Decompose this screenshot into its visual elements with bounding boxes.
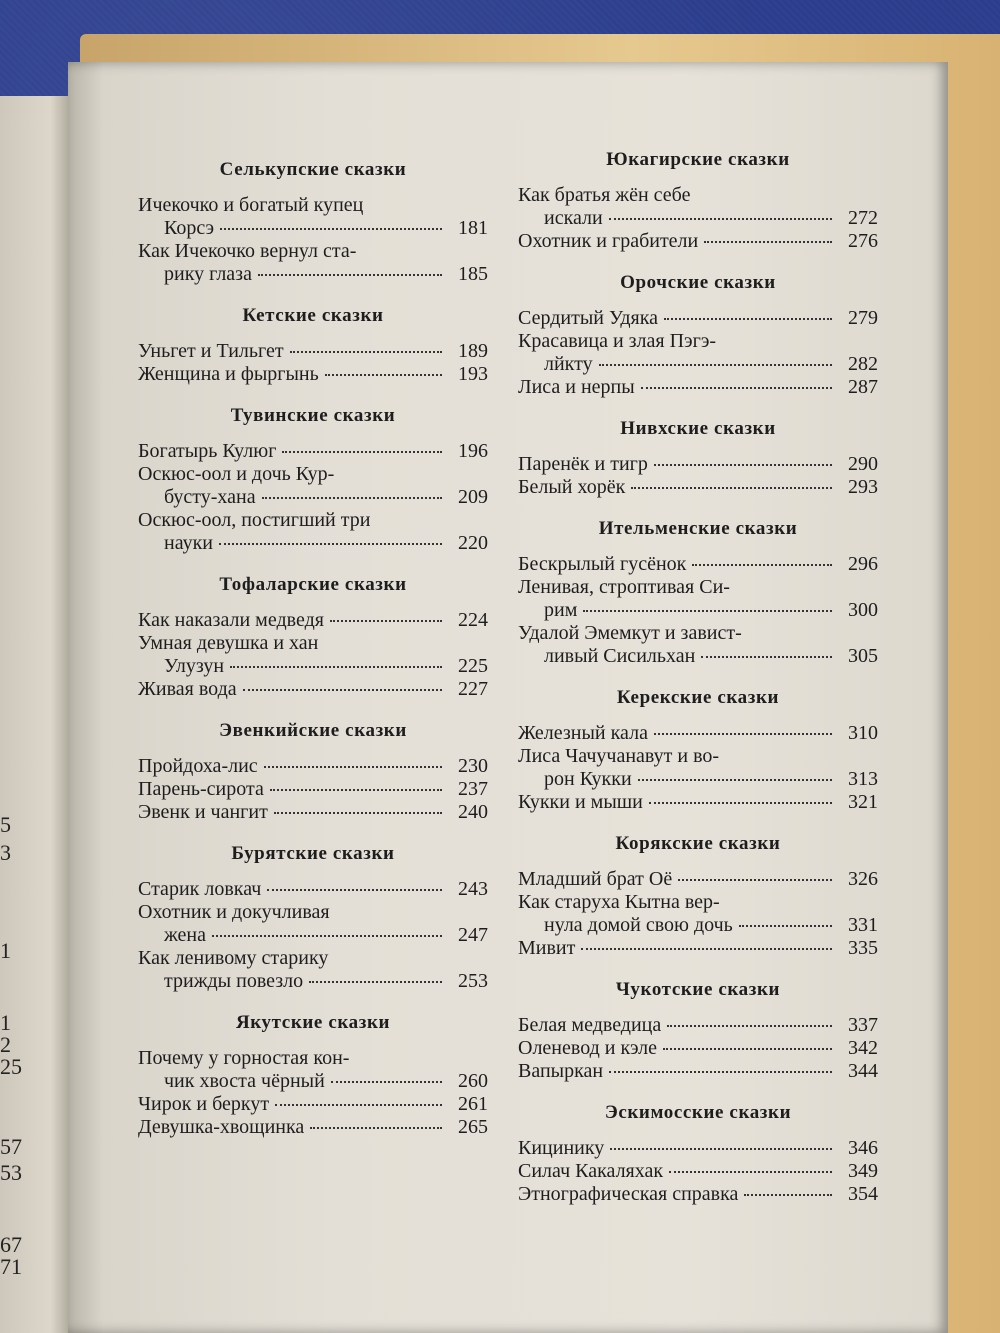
entry-title-line: рон Кукки [544, 768, 632, 790]
page-number: 196 [458, 440, 488, 462]
contents-entry [518, 453, 878, 476]
previous-page-number: 1 [0, 1010, 11, 1035]
page-number: 224 [458, 609, 488, 631]
page-number: 189 [458, 340, 488, 362]
entry-title-line: Ленивая, строптивая Си- [518, 576, 730, 598]
page-number: 253 [458, 970, 488, 992]
page-number: 276 [848, 230, 878, 252]
contents-entry [138, 801, 488, 824]
section-title: Юкагирские сказки [606, 149, 790, 170]
contents-entry [518, 1160, 878, 1183]
entry-title-line: рим [544, 599, 578, 621]
page-number: 220 [458, 532, 488, 554]
contents-section [518, 832, 878, 960]
contents-entry [518, 376, 878, 399]
entry-title-line: лйкту [544, 353, 593, 375]
contents-entry [518, 330, 878, 376]
entry-title-line: Кицинику [518, 1137, 605, 1159]
contents-section [138, 719, 488, 824]
page-number: 313 [848, 768, 878, 790]
contents-entry [518, 1183, 878, 1206]
dot-leader [654, 464, 832, 466]
previous-page-number: 67 [0, 1232, 22, 1257]
dot-leader [692, 564, 832, 566]
dot-leader [610, 1148, 832, 1150]
entry-title-line: Паренёк и тигр [518, 453, 648, 475]
dot-leader [331, 1081, 442, 1083]
previous-page-number: 1 [0, 938, 11, 963]
page-number: 272 [848, 207, 878, 229]
page-number: 290 [848, 453, 878, 475]
entry-title-line: Оскюс-оол, постигший три [138, 509, 371, 531]
contents-entry [138, 1116, 488, 1139]
entry-title-line: жена [164, 924, 207, 946]
contents-entry [138, 440, 488, 463]
dot-leader [270, 789, 442, 791]
page-number: 349 [848, 1160, 878, 1182]
contents-entry [518, 184, 878, 230]
page-number: 247 [458, 924, 488, 946]
contents-entry [138, 340, 488, 363]
entry-title-line: Лиса Чачучанавут и во- [518, 745, 720, 767]
entry-title-line: Бескрылый гусёнок [518, 553, 687, 575]
contents-entry [138, 609, 488, 632]
entry-title-line: Как ленивому старику [138, 947, 329, 969]
contents-entry [138, 509, 488, 555]
dot-leader [701, 656, 832, 658]
page-number: 346 [848, 1137, 878, 1159]
section-title: Кетские сказки [242, 305, 384, 326]
contents-entry [518, 722, 878, 745]
contents-section [518, 1101, 878, 1206]
section-title: Тувинские сказки [230, 405, 396, 426]
entry-title-line: науки [164, 532, 213, 554]
contents-section [138, 842, 488, 993]
entry-title-line: Белый хорёк [518, 476, 626, 498]
page-number: 282 [848, 353, 878, 375]
contents-entry [518, 553, 878, 576]
dot-leader [309, 981, 442, 983]
previous-page-number: 53 [0, 1160, 22, 1185]
contents-entry [518, 476, 878, 499]
previous-page-edge [0, 96, 72, 1333]
page-number: 342 [848, 1037, 878, 1059]
section-title: Бурятские сказки [231, 843, 395, 864]
page-number: 344 [848, 1060, 878, 1082]
dot-leader [274, 812, 442, 814]
dot-leader [212, 935, 442, 937]
page-number: 185 [458, 263, 488, 285]
contents-section [138, 573, 488, 701]
entry-title-line: нула домой свою дочь [544, 914, 733, 936]
page-number: 225 [458, 655, 488, 677]
entry-title-line: Сердитый Удяка [518, 307, 658, 329]
contents-section [518, 417, 878, 499]
dot-leader [599, 364, 832, 366]
contents-entry [138, 901, 488, 947]
dot-leader [219, 543, 442, 545]
page-number: 260 [458, 1070, 488, 1092]
dot-leader [641, 387, 832, 389]
page-number: 354 [848, 1183, 878, 1205]
page-number: 321 [848, 791, 878, 813]
contents-section [138, 158, 488, 286]
entry-title-line: Как Ичекочко вернул ста- [138, 240, 357, 262]
contents-entry [138, 755, 488, 778]
section-title: Эскимосские сказки [604, 1102, 792, 1123]
contents-entry [518, 230, 878, 253]
page-number: 331 [848, 914, 878, 936]
entry-title-line: Мивит [518, 937, 576, 959]
page-number: 335 [848, 937, 878, 959]
entry-title-line: Охотник и докучливая [138, 901, 330, 923]
contents-entry [138, 947, 488, 993]
previous-page-number: 2 [0, 1032, 11, 1057]
entry-title-line: Младший брат Оё [518, 868, 673, 890]
entry-title-line: Женщина и фыргынь [138, 363, 319, 385]
contents-section [138, 1011, 488, 1139]
page-number: 181 [458, 217, 488, 239]
contents-entry [138, 463, 488, 509]
page-number: 310 [848, 722, 878, 744]
previous-page-number: 25 [0, 1054, 22, 1079]
entry-title-line: Оскюс-оол и дочь Кур- [138, 463, 335, 485]
contents-entry [518, 307, 878, 330]
entry-title-line: Умная девушка и хан [138, 632, 319, 654]
entry-title-line: Уньгет и Тильгет [138, 340, 284, 362]
entry-title-line: Ичекочко и богатый купец [138, 194, 364, 216]
dot-leader [669, 1171, 832, 1173]
contents-entry [138, 1093, 488, 1116]
contents-section [518, 271, 878, 399]
section-title: Корякские сказки [615, 833, 781, 854]
page-number: 287 [848, 376, 878, 398]
entry-title-line: Как братья жён себе [518, 184, 691, 206]
contents-entry [518, 868, 878, 891]
previous-page-number: 3 [0, 840, 11, 865]
entry-title-line: рику глаза [164, 263, 252, 285]
contents-entry [138, 240, 488, 286]
entry-title-line: Лиса и нерпы [518, 376, 635, 398]
entry-title-line: Улузун [164, 655, 225, 677]
dot-leader [275, 1104, 442, 1106]
section-title: Керекские сказки [616, 687, 780, 708]
dot-leader [282, 451, 442, 453]
entry-title-line: Живая вода [138, 678, 237, 700]
contents-page [68, 62, 948, 1333]
contents-entry [518, 1137, 878, 1160]
page-number: 265 [458, 1116, 488, 1138]
contents-entry [518, 891, 878, 937]
section-title: Нивхские сказки [620, 418, 776, 439]
contents-entry [138, 632, 488, 678]
contents-entry [518, 745, 878, 791]
entry-title-line: Старик ловкач [138, 878, 262, 900]
contents-column-right [518, 148, 878, 1224]
page-number: 193 [458, 363, 488, 385]
dot-leader [649, 802, 832, 804]
dot-leader [663, 1048, 832, 1050]
contents-section [518, 978, 878, 1083]
entry-title-line: Как старуха Кытна вер- [518, 891, 720, 913]
dot-leader [262, 497, 442, 499]
entry-title-line: Корсэ [164, 217, 215, 239]
dot-leader [609, 1071, 832, 1073]
dot-leader [678, 879, 832, 881]
contents-entry [138, 778, 488, 801]
section-title: Орочские сказки [620, 272, 776, 293]
entry-title-line: Богатырь Кулюг [138, 440, 277, 462]
dot-leader [264, 766, 442, 768]
page-number: 261 [458, 1093, 488, 1115]
contents-section [518, 148, 878, 253]
page-number: 337 [848, 1014, 878, 1036]
contents-entry [138, 363, 488, 386]
entry-title-line: Пройдоха-лис [138, 755, 258, 777]
dot-leader [290, 351, 442, 353]
dot-leader [330, 620, 442, 622]
entry-title-line: Железный кала [518, 722, 648, 744]
page-number: 209 [458, 486, 488, 508]
entry-title-line: Удалой Эмемкут и завист- [518, 622, 742, 644]
entry-title-line: ливый Сисильхан [544, 645, 696, 667]
page-number: 240 [458, 801, 488, 823]
contents-section [138, 304, 488, 386]
entry-title-line: Эвенк и чангит [138, 801, 268, 823]
entry-title-line: Силач Какаляхак [518, 1160, 664, 1182]
section-title: Якутские сказки [235, 1012, 391, 1033]
contents-entry [138, 194, 488, 240]
dot-leader [654, 733, 832, 735]
dot-leader [310, 1127, 442, 1129]
dot-leader [664, 318, 832, 320]
section-title: Эвенкийские сказки [219, 720, 407, 741]
dot-leader [258, 274, 442, 276]
entry-title-line: Девушка-хвощинка [138, 1116, 305, 1138]
dot-leader [325, 374, 442, 376]
contents-entry [518, 576, 878, 622]
dot-leader [583, 610, 832, 612]
section-title: Ительменские сказки [598, 518, 798, 539]
dot-leader [667, 1025, 832, 1027]
page-number: 227 [458, 678, 488, 700]
entry-title-line: искали [544, 207, 603, 229]
section-title: Тофаларские сказки [219, 574, 407, 595]
previous-page-number: 71 [0, 1254, 22, 1279]
dot-leader [631, 487, 832, 489]
page-number: 296 [848, 553, 878, 575]
entry-title-line: Этнографическая справка [518, 1183, 739, 1205]
page-number: 293 [848, 476, 878, 498]
dot-leader [267, 889, 442, 891]
page-number: 305 [848, 645, 878, 667]
contents-entry [518, 1037, 878, 1060]
entry-title-line: Оленевод и кэле [518, 1037, 658, 1059]
contents-entry [518, 1060, 878, 1083]
dot-leader [638, 779, 832, 781]
entry-title-line: Кукки и мыши [518, 791, 643, 813]
entry-title-line: Парень-сирота [138, 778, 264, 800]
entry-title-line: Чирок и беркут [138, 1093, 270, 1115]
contents-entry [518, 1014, 878, 1037]
page-number: 237 [458, 778, 488, 800]
contents-section [518, 517, 878, 668]
entry-title-line: Вапыркан [518, 1060, 604, 1082]
page-number: 279 [848, 307, 878, 329]
entry-title-line: Белая медведица [518, 1014, 662, 1036]
previous-page-number: 57 [0, 1134, 22, 1159]
section-title: Чукотские сказки [615, 979, 781, 1000]
contents-section [138, 404, 488, 555]
contents-entry [138, 1047, 488, 1093]
entry-title-line: Почему у горностая кон- [138, 1047, 350, 1069]
section-title: Селькупские сказки [219, 159, 407, 180]
page-number: 326 [848, 868, 878, 890]
page-number: 243 [458, 878, 488, 900]
page-number: 300 [848, 599, 878, 621]
contents-section [518, 686, 878, 814]
entry-title-line: бусту-хана [164, 486, 256, 508]
previous-page-number: 5 [0, 812, 11, 837]
dot-leader [581, 948, 832, 950]
contents-column-left [138, 158, 488, 1157]
entry-title-line: Как наказали медведя [138, 609, 324, 631]
contents-entry [518, 791, 878, 814]
dot-leader [243, 689, 442, 691]
dot-leader [739, 925, 832, 927]
dot-leader [744, 1194, 832, 1196]
dot-leader [230, 666, 442, 668]
entry-title-line: Красавица и злая Пэгэ- [518, 330, 717, 352]
contents-entry [518, 937, 878, 960]
contents-entry [138, 678, 488, 701]
dot-leader [220, 228, 442, 230]
dot-leader [609, 218, 832, 220]
entry-title-line: Охотник и грабители [518, 230, 699, 252]
entry-title-line: трижды повезло [164, 970, 304, 992]
contents-entry [518, 622, 878, 668]
contents-entry [138, 878, 488, 901]
entry-title-line: чик хвоста чёрный [164, 1070, 325, 1092]
page-number: 230 [458, 755, 488, 777]
dot-leader [704, 241, 832, 243]
